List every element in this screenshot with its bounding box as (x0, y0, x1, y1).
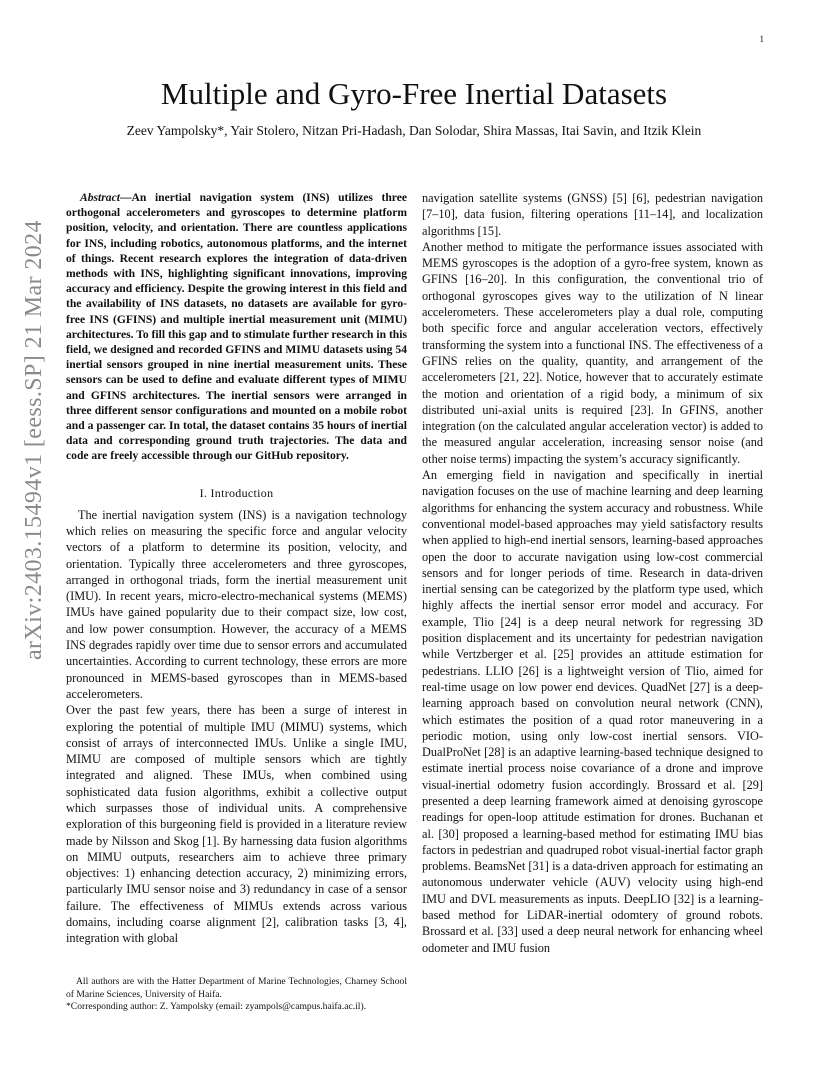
intro-paragraph-1: The inertial navigation system (INS) is a navigation technology which relies on measuring the specific force and angular velocity vectors of a platform to determine its position, velocity, and orientation. Typically three accelerometers and three gyroscopes, arranged in orthogonal triads, form the inertial measurement unit (IMU). In recent years, micro-electro-mechanical systems (MEMS) IMUs have gained popularity due to their compact size, low cost, and low power consumption. However, the accuracy of a MEMS INS degrades rapidly over time due to sensor errors and accumulated uncertainties. According to current technology, these errors are more pronounced in MEMS-based gyroscopes than in MEMS-based accelerometers. (66, 507, 407, 701)
intro-paragraph-5: An emerging field in navigation and specifically in inertial navigation focuses on the use of machine learning and deep learning algorithms for enhancing the system accuracy and robustness. While conventional model-based approaches may yield satisfactory results when applied to high-end inertial sensors, learning-based approaches open the door to accurate navigation using low-cost commercial sensors and for longer periods of time. Research in data-driven inertial sensing can be categorized by the platform type used, which highly affects the inertial sensor error model and accuracy. For example, Tlio [24] is a deep neural network for regressing 3D position displacement and its uncertainty for pedestrian navigation while Vertzberger et al. [25] provides an attitude estimation for pedestrians. LLIO [26] is a lightweight version of Tlio, aimed for real-time usage on low power end devices. QuadNet [27] is a deep-learning approach based on convolution neural network (CNN), which estimates the position of a quad rotor maneuvering in a periodic motion, using only low-cost inertial sensors. VIO-DualProNet [28] is an adaptive learning-based technique designed to estimate inertial process noise covariance of a drone and improve visual-inertial odometry fusion accordingly. Brossard et al. [29] presented a deep learning framework aimed at denoising gyroscope readings for open-loop attitude estimation for drones. Buchanan et al. [30] proposed a learning-based method for estimating IMU bias factors in pedestrian and quadruped robot visual-inertial factor graph problems. BeamsNet [31] is a data-driven approach for estimating an autonomous underwater vehicle (AUV) velocity using high-end IMU and DVL measurements as inputs. DeepLIO [32] is a learning-based method for LiDAR-inertial odomtery of ground robots. Brossard et al. [33] used a deep neural network for enhancing wheel odometer and IMU fusion (422, 468, 763, 955)
paper-title: Multiple and Gyro-Free Inertial Datasets (160, 76, 668, 111)
abstract-text: —An inertial navigation system (INS) utilizes three orthogonal accelerometers and gyroscopes to determine platform position, velocity, and orientation. There are countless applications for INS, including robotics, autonomous platforms, and the internet of things. Recent research explores the integration of data-driven methods with INS, highlighting significant innovations, improving accuracy and efficiency. Despite the growing interest in this field and the availability of INS datasets, no datasets are available for gyro-free INS (GFINS) and multiple inertial measurement unit (MIMU) architectures. To fill this gap and to stimulate further research in this field, we designed and recorded GFINS and MIMU datasets using 54 inertial sensors grouped in nine inertial measurement units. These sensors can be used to define and evaluate different types of MIMU and GFINS architectures. The inertial sensors were arranged in three different sensor configurations and mounted on a mobile robot and a passenger car. In total, the dataset contains 35 hours of inertial data and corresponding ground truth trajectories. The data and code are freely accessible through our GitHub repository. (66, 191, 407, 463)
intro-paragraph-4: Another method to mitigate the performance issues associated with MEMS gyroscopes is the adoption of a gyro-free system, known as GFINS [16–20]. In this configuration, the conventional trio of orthogonal gyroscopes gives way to the utilization of N linear accelerometers. These accelerometers play a dual role, computing both specific force and angular acceleration vectors, effectively transforming the system into a functional INS. The effectiveness of a GFINS relies on the quality, quantity, and arrangement of the accelerometers [21, 22]. Notice, however that to accurately estimate the motion and orientation of a rigid body, a minimum of six distributed uni-axial units is required [23]. In GFINS, another integration (on the calculated angular acceleration vector) is added to the measured angular acceleration, increasing sensor noise (and other noise terms) impacting the system’s accuracy significantly. (422, 239, 763, 466)
footnote-affiliation: All authors are with the Hatter Department of Marine Technologies, Charney School of Marine Sciences, University of Haifa. (66, 976, 407, 1000)
page-number: 1 (759, 34, 764, 44)
left-column (66, 190, 407, 947)
intro-paragraph-3: navigation satellite systems (GNSS) [5] [6], pedestrian navigation [7–10], data fusion, filtering operations [11–14], and localization algorithms [15]. (422, 191, 763, 238)
right-column (422, 190, 763, 956)
footnote-corresponding-author: *Corresponding author: Z. Yampolsky (email: zyampols@campus.haifa.ac.il). (66, 1001, 367, 1012)
footnotes (66, 976, 407, 1014)
section-heading-introduction: I. Introduction (199, 485, 274, 500)
abstract-label: Abstract (80, 191, 120, 204)
intro-paragraph-2: Over the past few years, there has been a surge of interest in exploring the potential of multiple IMU (MIMU) systems, which consist of arrays of interconnected IMUs. Unlike a single IMU, MIMU are composed of multiple sensors which are tightly integrated and aligned. These IMUs, when combined using sophisticated data fusion algorithms, exhibit a collective output which surpasses those of individual units. A comprehensive exploration of this burgeoning field is provided in a literature review made by Nilsson and Skog [1]. By harnessing data fusion algorithms on MIMU outputs, researchers aim to achieve three primary objectives: 1) enhancing detection accuracy, 2) minimizing errors, particularly IMU sensor noise and 3) redundancy in case of a sensor failure. The effectiveness of MIMUs extends across various domains, including coarse alignment [2], calibration tasks [3, 4], integration with global (66, 703, 407, 946)
author-list: Zeev Yampolsky*, Yair Stolero, Nitzan Pri-Hadash, Dan Solodar, Shira Massas, Itai Savin, and Itzik Klein (126, 123, 702, 138)
abstract (66, 190, 407, 464)
arxiv-identifier: arXiv:2403.15494v1 [eess.SP] 21 Mar 2024 (21, 220, 47, 660)
